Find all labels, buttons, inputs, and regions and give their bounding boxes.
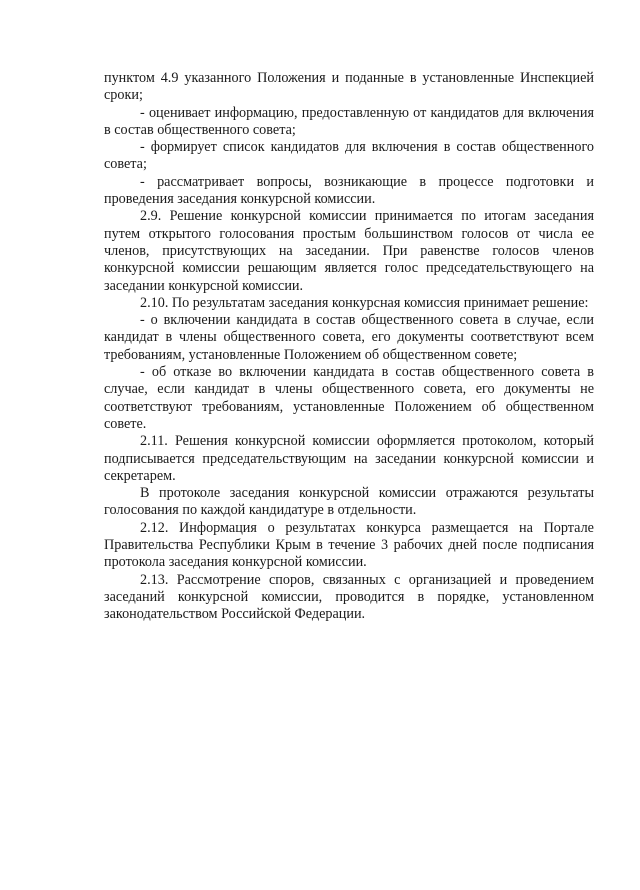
paragraph-2-10: 2.10. По результатам заседания конкурсная комиссия принимает решение:: [140, 294, 589, 311]
list-item-consider-issues: - рассматривает вопросы, возникающие в процессе подготовки и проведения заседания конкурсной комиссии.: [104, 173, 594, 208]
paragraph-2-9: 2.9. Решение конкурсной комиссии принимается по итогам заседания путем открытого голосования простым большинством голосов от числа ее членов, присутствующих на заседании. При равенстве голосов членов конкурсной комиссии решающим является голос председательствующего на заседании конкурсной комиссии.: [104, 208, 594, 294]
paragraph-2-13: 2.13. Рассмотрение споров, связанных с организацией и проведением заседаний конкурсной комиссии, проводится в порядке, установленном законодательством Российской Федерации.: [104, 571, 594, 623]
paragraph-continuation: пунктом 4.9 указанного Положения и поданные в установленные Инспекцией сроки;: [104, 70, 594, 104]
paragraph-protocol-results: В протоколе заседания конкурсной комиссии отражаются результаты голосования по каждой кандидатуре в отдельности.: [104, 485, 594, 519]
list-item-include-candidate: - о включении кандидата в состав общественного совета в случае, если кандидат в члены общественного совета, его документы соответствуют всем требованиям, установленные Положением об общественном совете;: [104, 312, 594, 363]
list-item-refuse-candidate: - об отказе во включении кандидата в состав общественного совета в случае, если кандидат в члены общественного совета, его документы не соответствуют требованиям, установленные Положением об общественном совете.: [104, 364, 594, 432]
paragraph-2-12: 2.12. Информация о результатах конкурса размещается на Портале Правительства Республики Крым в течение 3 рабочих дней после подписания протокола заседания конкурсной комиссии.: [104, 519, 594, 571]
document-page: [104, 70, 594, 624]
list-item-form-candidate-list: - формирует список кандидатов для включения в состав общественного совета;: [104, 139, 594, 173]
paragraph-2-11: 2.11. Решения конкурсной комиссии оформляется протоколом, который подписывается председательствующим на заседании конкурсной комиссии и секретарем.: [104, 433, 594, 484]
list-item-evaluate-info: - оценивает информацию, предоставленную от кандидатов для включения в состав общественного совета;: [104, 104, 594, 138]
